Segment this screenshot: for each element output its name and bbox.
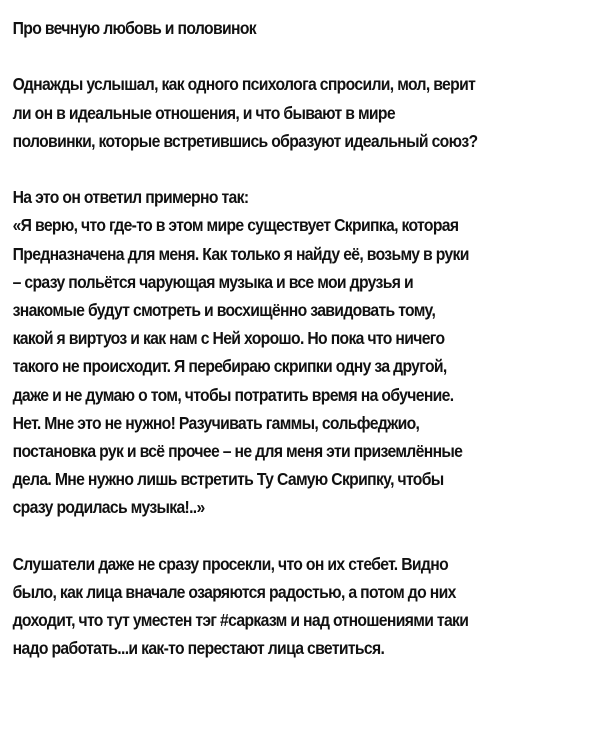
paragraph-intro — [13, 70, 589, 155]
text-line: доходит, что тут уместен тэг #сарказм и над отношениями таки — [12, 610, 469, 631]
text-line: Предназначена для меня. Как только я найду её, возьму в руки — [12, 243, 469, 264]
text-line: надо работать...и как-то перестают лица светиться. — [12, 638, 385, 659]
paragraph-quote — [13, 183, 589, 521]
text-line: половинки, которые встретившись образуют идеальный союз? — [12, 130, 478, 151]
text-line: было, как лица вначале озаряются радостью, а потом до них — [12, 582, 456, 603]
paragraph-gap — [13, 155, 589, 183]
text-line: даже и не думаю о том, чтобы потратить время на обучение. — [12, 384, 454, 405]
text-line: На это он ответил примерно так: — [12, 187, 249, 208]
text-line: ли он в идеальные отношения, и что бывают в мире — [12, 102, 395, 123]
text-line: сразу родилась музыка!..» — [12, 497, 205, 518]
text-line: знакомые будут смотреть и восхищённо завидовать тому, — [12, 300, 436, 320]
paragraph-conclusion — [13, 550, 589, 663]
text-line: Нет. Мне это не нужно! Разучивать гаммы, сольфеджио, — [12, 412, 420, 433]
text-line: – сразу польётся чарующая музыка и все мои друзья и — [12, 271, 413, 292]
text-line: Слушатели даже не сразу просекли, что он их стебет. Видно — [12, 553, 449, 574]
paragraph-gap — [13, 522, 589, 550]
text-line: Однажды услышал, как одного психолога спросили, мол, верит — [12, 74, 476, 95]
paragraph-gap — [13, 42, 589, 70]
post-body — [13, 14, 589, 663]
text-line: какой я виртуоз и как нам с Ней хорошо. Но пока что ничего — [12, 328, 445, 349]
text-line: дела. Мне нужно лишь встретить Ту Самую Скрипку, чтобы — [12, 469, 444, 490]
text-line: «Я верю, что где-то в этом мире существует Скрипка, которая — [12, 215, 459, 236]
post-title: Про вечную любовь и половинок — [12, 18, 256, 38]
text-line: такого не происходит. Я перебираю скрипки одну за другой, — [12, 356, 447, 377]
text-line: постановка рук и всё прочее – не для меня эти приземлённые — [12, 441, 463, 462]
